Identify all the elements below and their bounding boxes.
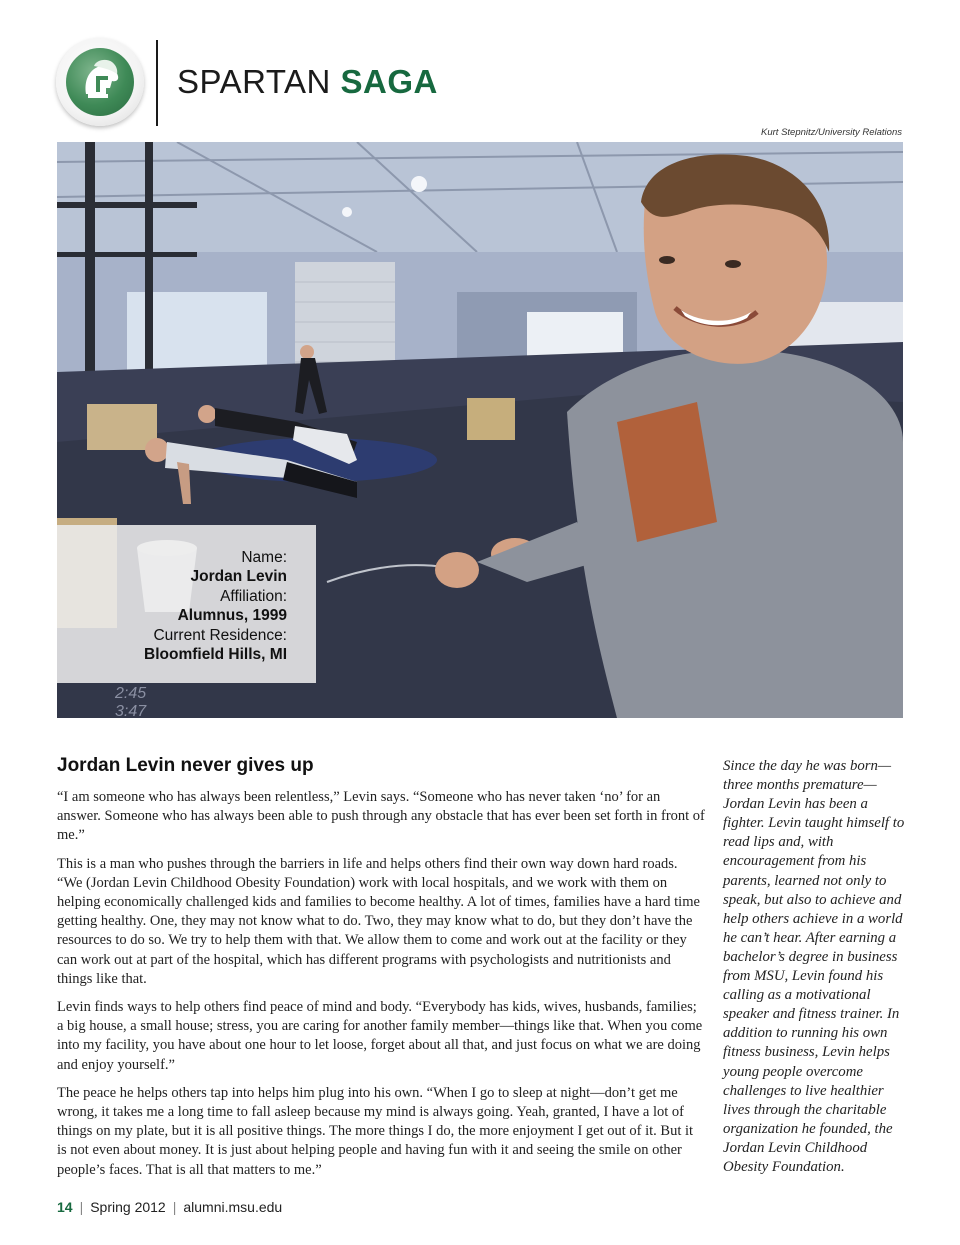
page-number: 14 [57, 1199, 73, 1215]
article-paragraph-4: The peace he helps others tap into helps him plug into his own. “When I go to sleep at night—don’t get me wrong, it takes me a long time to fall asleep because my mind is always going. Yeah, granted, I have a lot of things on my plate, but it is all positive things. The more things I do, the more enjoyment I get out of it. But it is not even about money. It is just about helping people and having fun with it and seeing the smile on other people’s faces. That is all that matters to me.” [57, 1084, 694, 1178]
footer-separator-2: | [172, 1199, 177, 1215]
website-link[interactable]: alumni.msu.edu [183, 1199, 283, 1215]
residence-value: Bloomfield Hills, MI [144, 646, 287, 664]
affiliation-label: Affiliation: [220, 587, 287, 605]
article-headline: Jordan Levin never gives up [57, 755, 314, 776]
article-paragraph-3: Levin finds ways to help others find peace of mind and body. “Everybody has kids, wives, husbands, families; a big house, a small house; stress, you are caring for another family member—things like that. When you come into my facility, you have about one hour to let loose, forget about all that, and just focus on what we are doing and enjoy yourself.” [57, 999, 703, 1073]
masthead-part2: SAGA [340, 63, 438, 100]
sidebar-intro: Since the day he was born—three months premature—Jordan Levin has been a fighter. Levin taught himself to read lips and, with encouragement from his parents, learned not only to speak, but also to achieve and help others achieve in a world he can’t hear. After earning a bachelor’s degree in business from MSU, Levin found his calling as a motivational speaker and fitness trainer. In addition to running his own fitness business, Levin helps young people overcome challenges to live healthier lives through the charitable organization he founded, the Jordan Levin Childhood Obesity Foundation. [723, 758, 905, 1175]
name-label: Name: [241, 549, 287, 566]
svg-text:3:47: 3:47 [115, 703, 147, 718]
page-footer [57, 1199, 282, 1215]
spartan-logo [56, 38, 144, 126]
masthead-title [177, 62, 438, 102]
spartan-helmet-icon [66, 48, 134, 116]
residence-label: Current Residence: [153, 626, 287, 644]
masthead-part1: SPARTAN [177, 63, 331, 100]
header-divider [156, 40, 158, 126]
article-paragraph-1: “I am someone who has always been relentless,” Levin says. “Someone who has never taken ‘no’ for an answer. Someone who has always been able to push through any obstacle that has ever been set forth in front of me.” [57, 789, 705, 844]
name-value: Jordan Levin [190, 568, 287, 586]
svg-text:2:45: 2:45 [115, 685, 147, 702]
footer-separator-1: | [79, 1199, 84, 1215]
issue-label: Spring 2012 [90, 1199, 166, 1215]
photo-credit: Kurt Stepnitz/University Relations [761, 127, 902, 138]
profile-info-box [57, 525, 316, 683]
article-paragraph-2: This is a man who pushes through the barriers in life and helps others find their own way down hard roads. “We (Jordan Levin Childhood Obesity Foundation) work with local hospitals, and we work with them on helping economically challenged kids and families to become healthy. A lot of times, families have a hard time getting healthy. One, they may not know what to do. Two, they may know what to do, but they don’t have the resources to do so. We try to help them with that. We allow them to come and work out at the facility or they can work out at part of the hospital, which has different programs with psychologists and nutritionists and things like that. [57, 855, 700, 987]
feature-photo [57, 142, 903, 718]
article-body [57, 788, 705, 1189]
affiliation-value: Alumnus, 1999 [177, 607, 287, 625]
